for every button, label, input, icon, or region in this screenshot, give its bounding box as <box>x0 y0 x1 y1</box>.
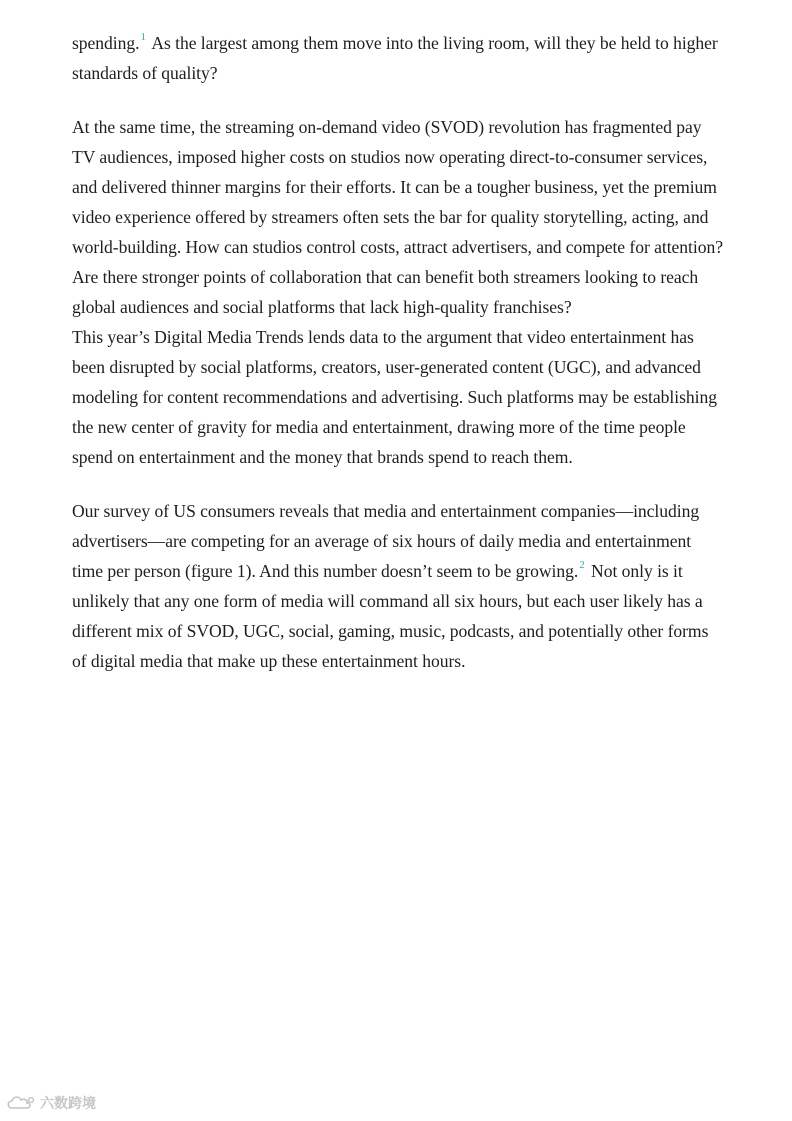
paragraph-3: This year’s Digital Media Trends lends data to the argument that video entertainment has been disrupted by social platforms, creators, user-generated content (UGC), and advanced modeling for content recommendations and advertising. Such platforms may be establishing the new center of gravity for media and entertainment, drawing more of the time people spend on entertainment and the money that brands spend to reach them. <box>72 327 717 467</box>
paragraph-1-lead: spending. <box>72 33 140 53</box>
paragraph-4 <box>72 496 724 676</box>
paragraph-1 <box>72 28 724 88</box>
paragraph-2: At the same time, the streaming on-demand video (SVOD) revolution has fragmented pay TV audiences, imposed higher costs on studios now operating direct-to-consumer services, and delivered thinner margins for their efforts. It can be a tougher business, yet the premium video experience offered by streamers often sets the bar for quality storytelling, acting, and world-building. How can studios control costs, attract advertisers, and compete for attention? Are there stronger points of collaboration that can benefit both streamers looking to reach global audiences and social platforms that lack high-quality franchises? <box>72 117 723 317</box>
paragraph-4-lead: Our survey of US consumers reveals that media and entertainment companies—including advertisers—are competing for an average of six hours of daily media and entertainment time per person (figure 1). And this number doesn’t seem to be growing. <box>72 501 700 581</box>
cloud-logo-icon <box>6 1095 36 1111</box>
document-body <box>72 28 724 676</box>
watermark <box>6 1093 96 1113</box>
watermark-text: 六数跨境 <box>40 1095 96 1111</box>
footnote-ref-2[interactable]: 2 <box>579 559 585 571</box>
paragraph-4-rest: Not only is it unlikely that any one form of media will command all six hours, but each user likely has a different mix of SVOD, UGC, social, gaming, music, podcasts, and potentially other forms of digital media that make up these entertainment hours. <box>72 561 709 671</box>
footnote-ref-1[interactable]: 1 <box>140 31 146 43</box>
paragraph-1-rest: As the largest among them move into the living room, will they be held to higher standards of quality? <box>72 33 718 83</box>
